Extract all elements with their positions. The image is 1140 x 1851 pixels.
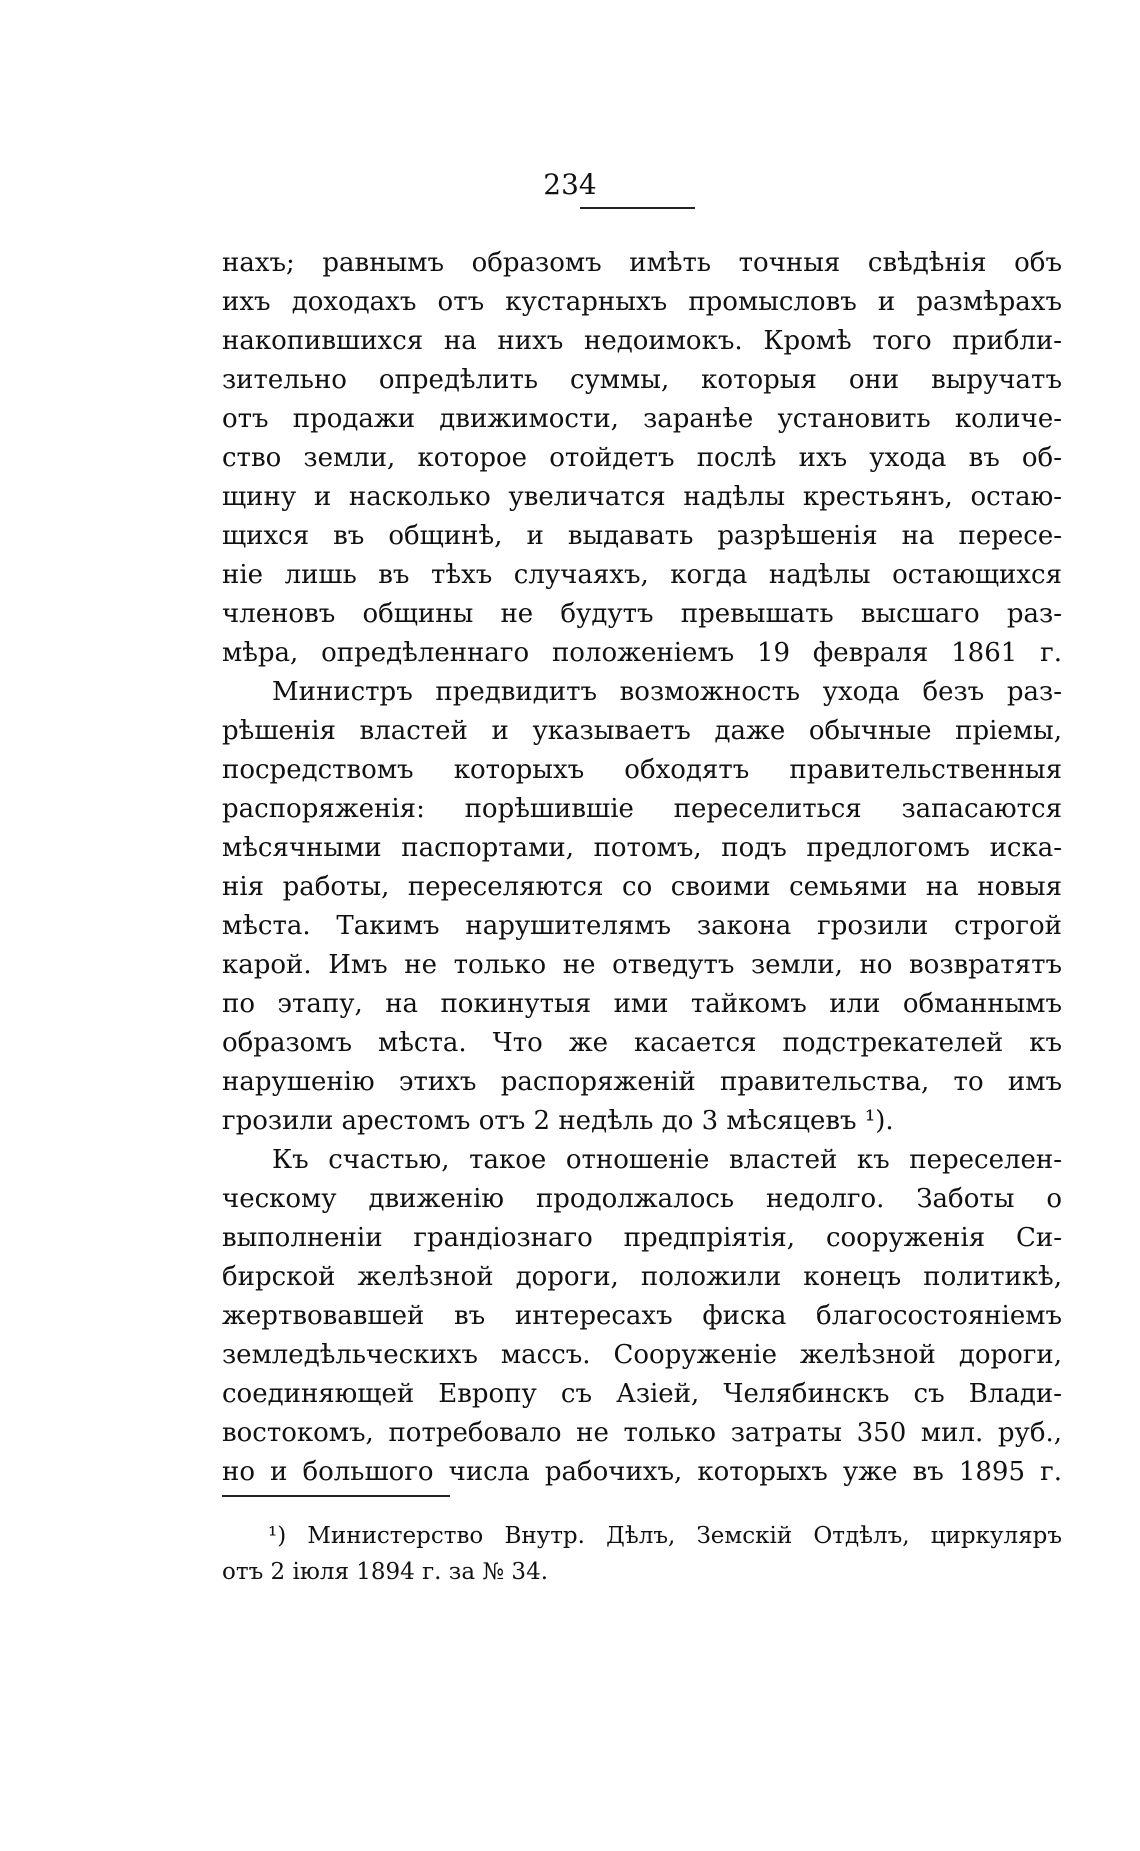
text-line: членовъ общины не будутъ превышать высшаго раз- xyxy=(222,599,1062,629)
text-line: рѣшенія властей и указываетъ даже обычные пріемы, xyxy=(222,716,1062,746)
text-line: накопившихся на нихъ недоимокъ. Кромѣ того прибли- xyxy=(222,326,1062,356)
text-line: распоряженія: порѣшившіе переселиться запасаются xyxy=(222,794,1062,824)
text-line: соединяющей Европу съ Азіей, Челябинскъ съ Влади- xyxy=(222,1379,1062,1409)
text-line: посредствомъ которыхъ обходятъ правительственныя xyxy=(222,755,1062,785)
page-number: 234 xyxy=(543,168,597,201)
paragraph-2 xyxy=(222,673,1062,1141)
footnote-line: ¹) Министерство Внутр. Дѣлъ, Земскій Отдѣлъ, циркуляръ xyxy=(268,1523,1062,1549)
text-line: ніе лишь въ тѣхъ случаяхъ, когда надѣлы остающихся xyxy=(222,560,1062,590)
text-line: щихся въ общинѣ, и выдавать разрѣшенія на пересе- xyxy=(222,521,1062,551)
body-text xyxy=(222,244,1062,1492)
page-number-underline xyxy=(580,207,695,209)
text-line: отъ продажи движимости, заранѣе установить количе- xyxy=(222,404,1062,434)
text-line: Министръ предвидитъ возможность ухода безъ раз- xyxy=(272,677,1062,707)
text-line: мѣсячными паспортами, потомъ, подъ предлогомъ иска- xyxy=(222,833,1062,863)
text-line: карой. Имъ не только не отведутъ земли, но возвратятъ xyxy=(222,950,1062,980)
text-line: мѣста. Такимъ нарушителямъ закона грозили строгой xyxy=(222,911,1062,941)
text-line: ческому движенію продолжалось недолго. Заботы о xyxy=(222,1184,1062,1214)
text-line: образомъ мѣста. Что же касается подстрекателей къ xyxy=(222,1028,1062,1058)
text-line: земледѣльческихъ массъ. Сооруженіе желѣзной дороги, xyxy=(222,1340,1062,1370)
text-line: ихъ доходахъ отъ кустарныхъ промысловъ и размѣрахъ xyxy=(222,287,1062,317)
text-line: по этапу, на покинутыя ими тайкомъ или обманнымъ xyxy=(222,989,1062,1019)
text-line: бирской желѣзной дороги, положили конецъ политикѣ, xyxy=(222,1262,1062,1292)
text-line: но и большого числа рабочихъ, которыхъ уже въ 1895 г. xyxy=(222,1457,1062,1487)
text-line: нарушенію этихъ распоряженій правительства, то имъ xyxy=(222,1067,1062,1097)
text-line: нія работы, переселяются со своими семьями на новыя xyxy=(222,872,1062,902)
text-line: выполненіи грандіознаго предпріятія, сооруженія Си- xyxy=(222,1223,1062,1253)
text-line: жертвовавшей въ интересахъ фиска благосостояніемъ xyxy=(222,1301,1062,1331)
footnote-separator xyxy=(222,1495,450,1497)
text-line: мѣра, опредѣленнаго положеніемъ 19 февраля 1861 г. xyxy=(222,638,1062,668)
paragraph-3 xyxy=(222,1141,1062,1492)
footnote-line: отъ 2 іюля 1894 г. за № 34. xyxy=(222,1559,549,1585)
text-line: востокомъ, потребовало не только затраты 350 мил. руб., xyxy=(222,1418,1062,1448)
text-line: Къ счастью, такое отношеніе властей къ переселен- xyxy=(272,1145,1062,1175)
text-line: щину и насколько увеличатся надѣлы крестьянъ, остаю- xyxy=(222,482,1062,512)
text-line: грозили арестомъ отъ 2 недѣль до 3 мѣсяцевъ ¹). xyxy=(222,1106,894,1136)
text-line: ство земли, которое отойдетъ послѣ ихъ ухода въ об- xyxy=(222,443,1062,473)
footnotes xyxy=(222,1518,1062,1590)
text-line: зительно опредѣлить суммы, которыя они выручатъ xyxy=(222,365,1062,395)
text-line: нахъ; равнымъ образомъ имѣть точныя свѣдѣнія объ xyxy=(222,248,1062,278)
paragraph-1 xyxy=(222,244,1062,673)
